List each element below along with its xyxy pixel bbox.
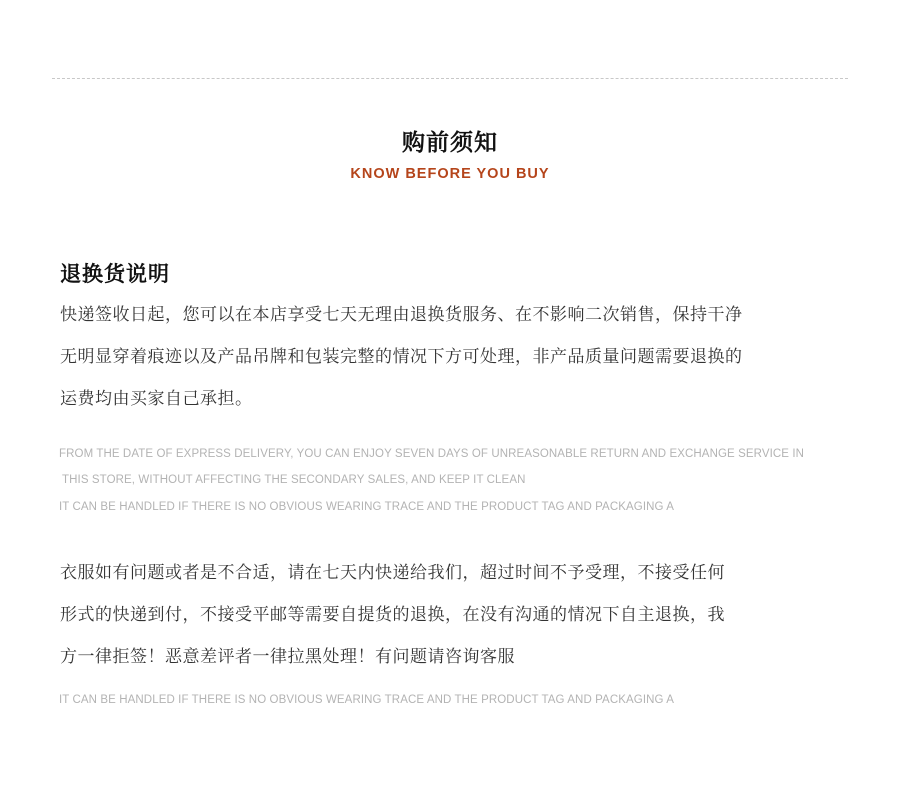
- paragraph-line: 衣服如有问题或者是不合适，请在七天内快递给我们，超过时间不予受理，不接受任何: [60, 563, 725, 583]
- paragraph-line: 方一律拒签！恶意差评者一律拉黑处理！有问题请咨询客服: [60, 647, 515, 667]
- page-subtitle: KNOW BEFORE YOU BUY: [350, 166, 550, 182]
- dashed-divider: [52, 78, 848, 79]
- paragraph-line: 无明显穿着痕迹以及产品吊牌和包装完整的情况下方可处理，非产品质量问题需要退换的: [60, 347, 743, 367]
- english-note-line: FROM THE DATE OF EXPRESS DELIVERY, YOU CAN ENJOY SEVEN DAYS OF UNREASONABLE RETURN AND EXCHANGE SERVICE IN: [59, 448, 805, 460]
- english-note-line: IT CAN BE HANDLED IF THERE IS NO OBVIOUS WEARING TRACE AND THE PRODUCT TAG AND PACKAGING A: [59, 501, 674, 513]
- returns-heading: 退换货说明: [60, 262, 170, 286]
- page-title: 购前须知: [402, 130, 498, 156]
- returns-paragraph-2: [60, 552, 725, 678]
- english-note-line: THIS STORE, WITHOUT AFFECTING THE SECONDARY SALES, AND KEEP IT CLEAN: [62, 474, 526, 486]
- paragraph-line: 快递签收日起，您可以在本店享受七天无理由退换货服务、在不影响二次销售，保持干净: [60, 305, 743, 325]
- paragraph-line: 运费均由买家自己承担。: [60, 389, 253, 409]
- english-note-line: IT CAN BE HANDLED IF THERE IS NO OBVIOUS WEARING TRACE AND THE PRODUCT TAG AND PACKAGING A: [59, 694, 674, 706]
- paragraph-line: 形式的快递到付，不接受平邮等需要自提货的退换，在没有沟通的情况下自主退换，我: [60, 605, 725, 625]
- returns-paragraph-1: [60, 294, 743, 420]
